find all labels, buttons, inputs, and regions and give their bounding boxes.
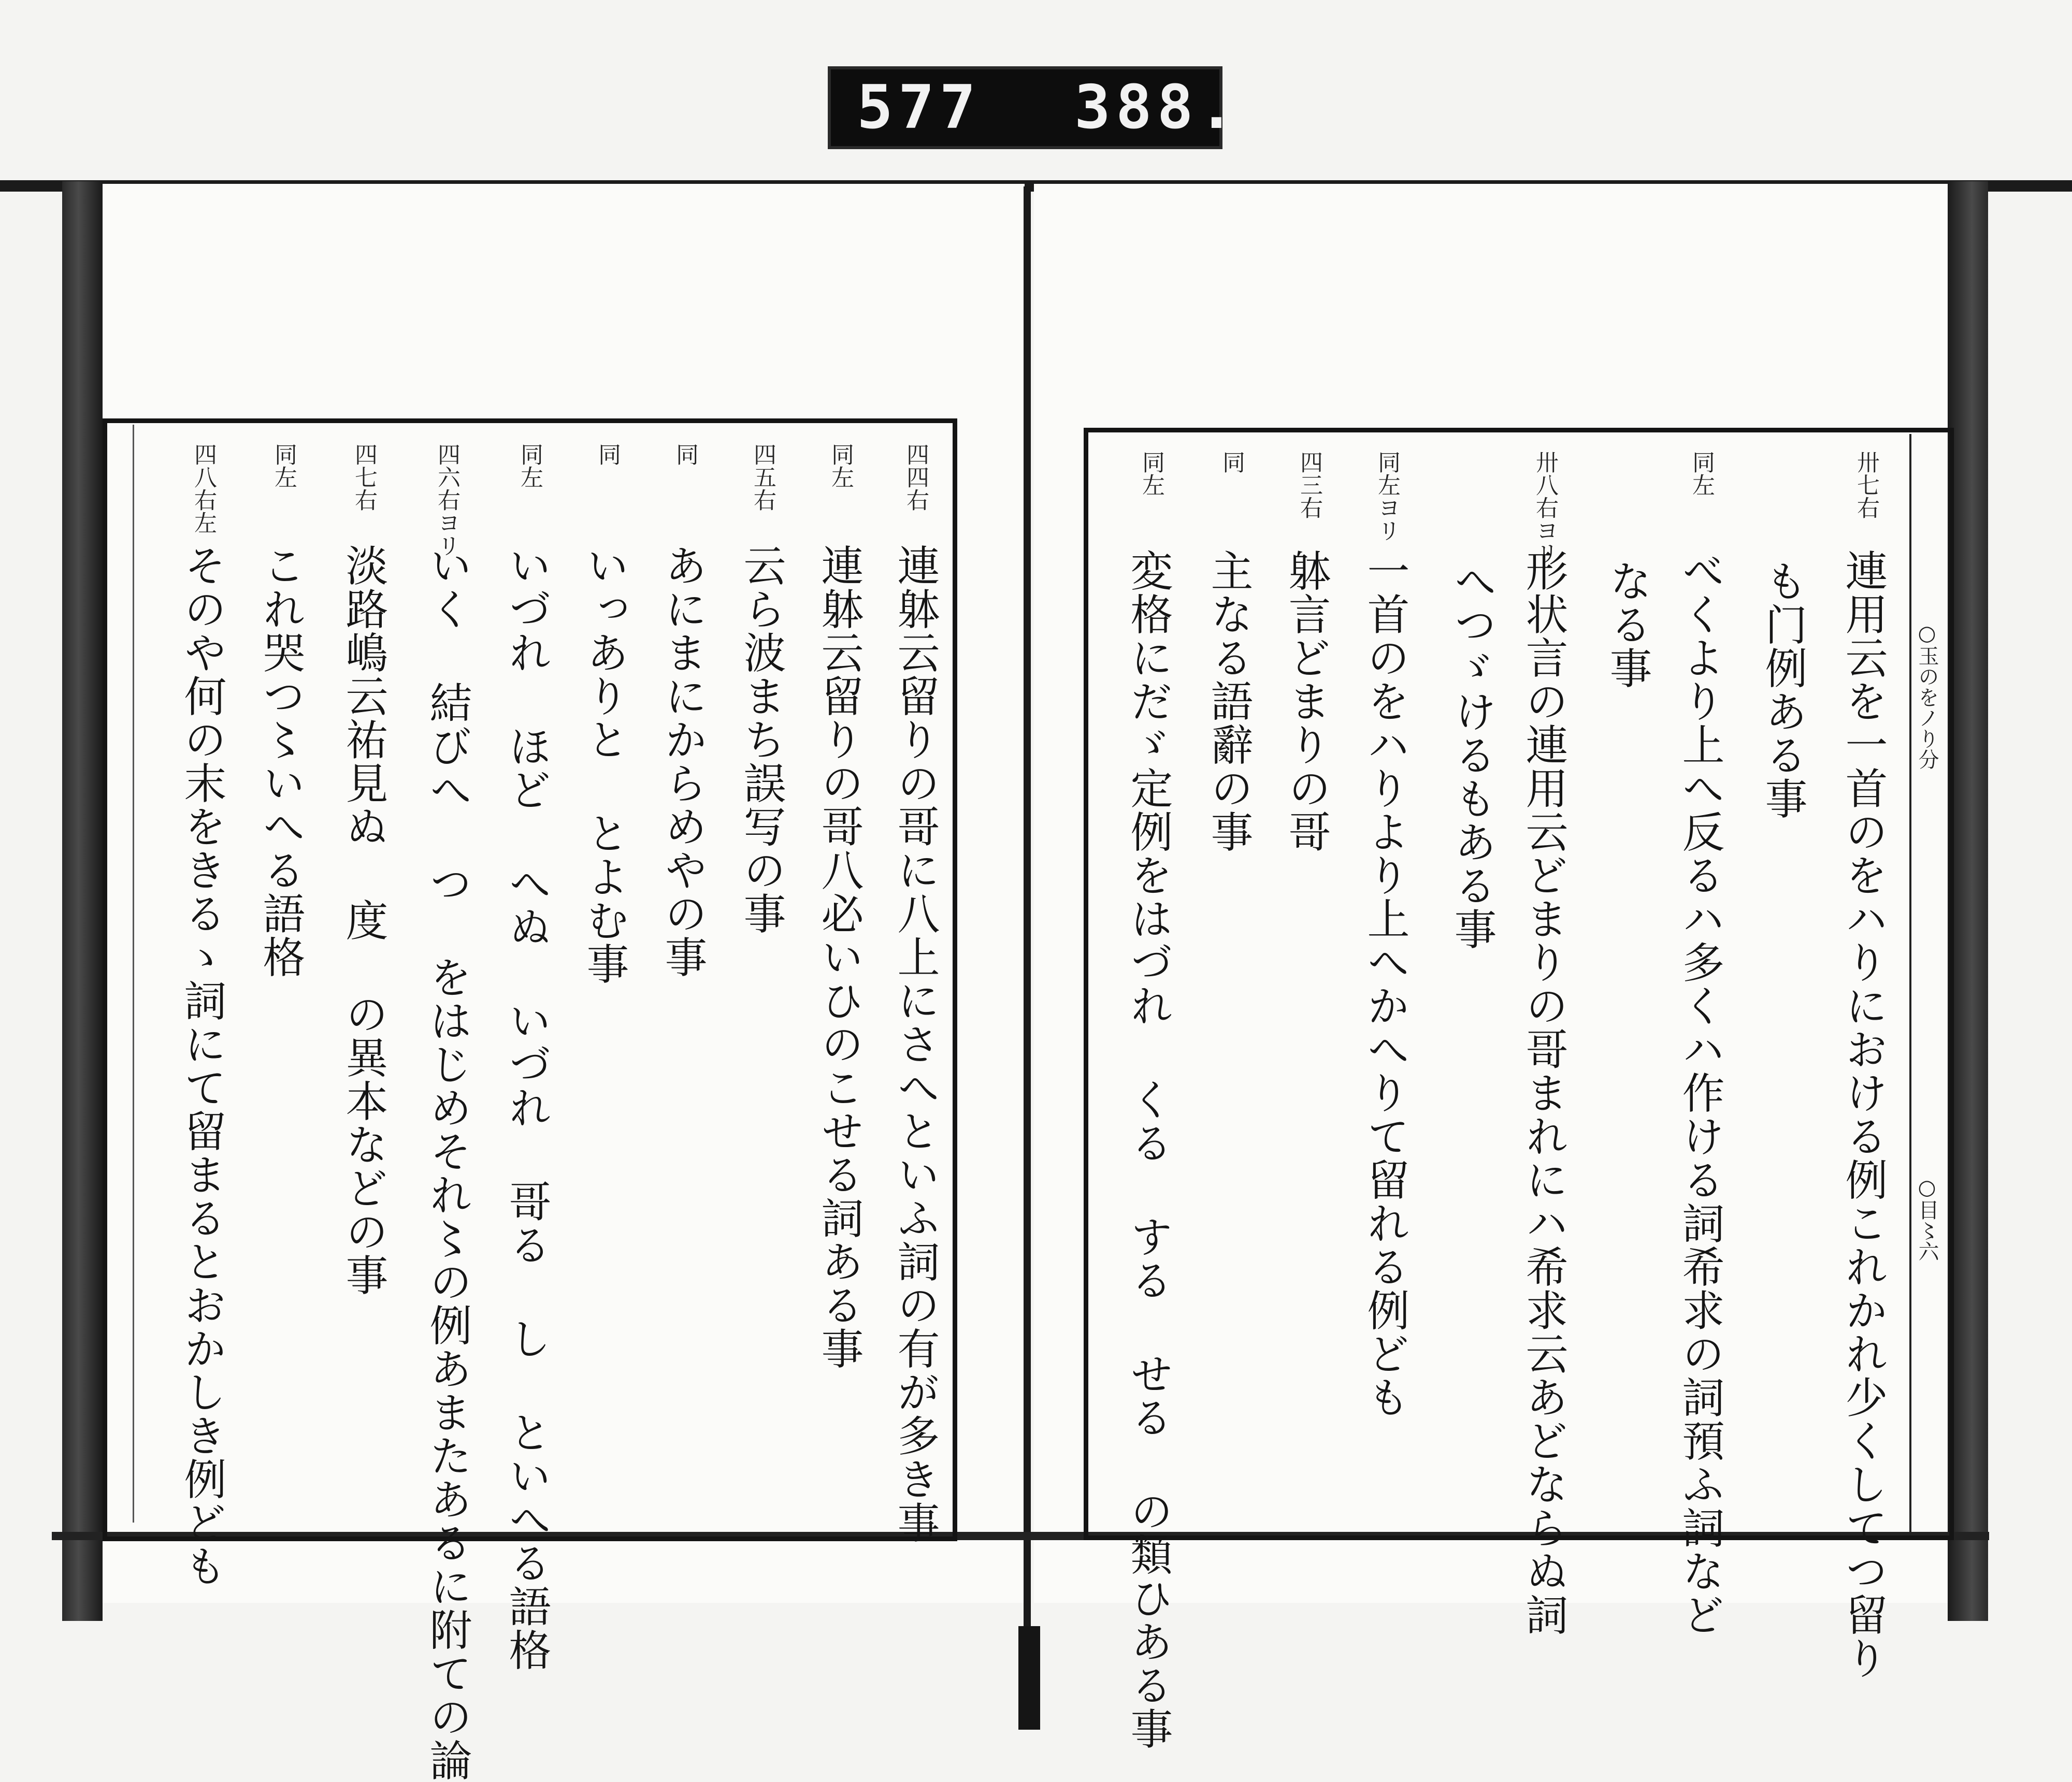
entry-ref: 四六右ヨリ <box>434 443 460 557</box>
entry-text: 一首のをハりより上へかへりて留れる例ども <box>1360 549 1409 1419</box>
entry-ref: 同左 <box>827 443 854 488</box>
entry-ref: 四八右左 <box>190 443 217 534</box>
entry-text: 連用云を一首のをハりにおける例これかれ少くしてつ留り <box>1838 549 1888 1680</box>
entry-ref: 同 <box>1218 451 1245 473</box>
entry-text: 連躰云留りの哥八必いひのこせる詞ある事 <box>814 544 864 1370</box>
entry-text: なる事 <box>1603 559 1652 690</box>
frame-number: 577 <box>857 73 981 142</box>
entry-ref: 四五右 <box>750 443 776 511</box>
entry-ref: 卅七右 <box>1853 451 1879 519</box>
entry-ref: 四七右 <box>351 443 377 511</box>
left-inner-rule <box>133 425 134 1523</box>
right-page-header-number: ○目〻六 <box>1915 1176 1939 1262</box>
entry-ref: 四四右 <box>902 443 929 511</box>
entry-ref: 四三右 <box>1296 451 1322 519</box>
entry-text: べくより上へ反るハ多くハ作ける詞希求の詞預ふ詞など <box>1675 549 1724 1636</box>
frame-counter-label <box>828 66 1240 149</box>
entry-text: いづれ ほど へぬ いづれ 哥る し といへる語格 <box>502 544 551 1672</box>
page-number: 388. <box>1074 73 1240 142</box>
entry-text: あにまにからめやの事 <box>658 544 707 979</box>
entry-text: これ哭つ〻いへる語格 <box>256 544 305 979</box>
right-page-header-title: ○玉のをノり分 <box>1915 621 1939 770</box>
book-gutter <box>1024 186 1031 1626</box>
entry-text: も门例ある事 <box>1758 559 1807 820</box>
entry-text: 主なる語辭の事 <box>1204 549 1253 853</box>
entry-text: いく 結びへ つ をはじめそれ〻の例あまたあるに附ての論 <box>423 544 472 1782</box>
entry-ref: 同左 <box>516 443 543 488</box>
binding-clip <box>1018 1626 1040 1730</box>
entry-ref: 同左 <box>1138 451 1164 496</box>
entry-text: 変格にだゞ定例をはづれ くる する せる の類ひある事 <box>1124 549 1173 1750</box>
entry-text: へつゞけるもある事 <box>1447 559 1497 951</box>
right-header-rule <box>1909 434 1911 1534</box>
entry-text: 形状言の連用云どまりの哥まれにハ希求云あどならぬ詞 <box>1519 549 1568 1636</box>
entry-text: 連躰云留りの哥に八上にさへといふ詞の有が多き事 <box>890 544 940 1544</box>
left-book-edge <box>62 181 103 1621</box>
entry-ref: 同 <box>594 443 621 466</box>
entry-ref: 同 <box>672 443 698 466</box>
entry-ref: 卅八右ヨリ <box>1532 451 1558 564</box>
entry-text: 云ら波まち誤写の事 <box>737 544 786 935</box>
entry-text: そのや何の末をきるゝ詞にて留まるとおかしき例ども <box>177 544 226 1588</box>
entry-ref: 同左ヨリ <box>1374 451 1400 542</box>
entry-ref: 同左 <box>1688 451 1715 496</box>
entry-ref: 同左 <box>270 443 297 488</box>
entry-text: いっありと とよむ事 <box>580 544 629 986</box>
entry-text: 躰言どまりの哥 <box>1282 549 1331 853</box>
entry-text: 淡路嶋云祐見ぬ 度 の異本などの事 <box>339 544 388 1297</box>
